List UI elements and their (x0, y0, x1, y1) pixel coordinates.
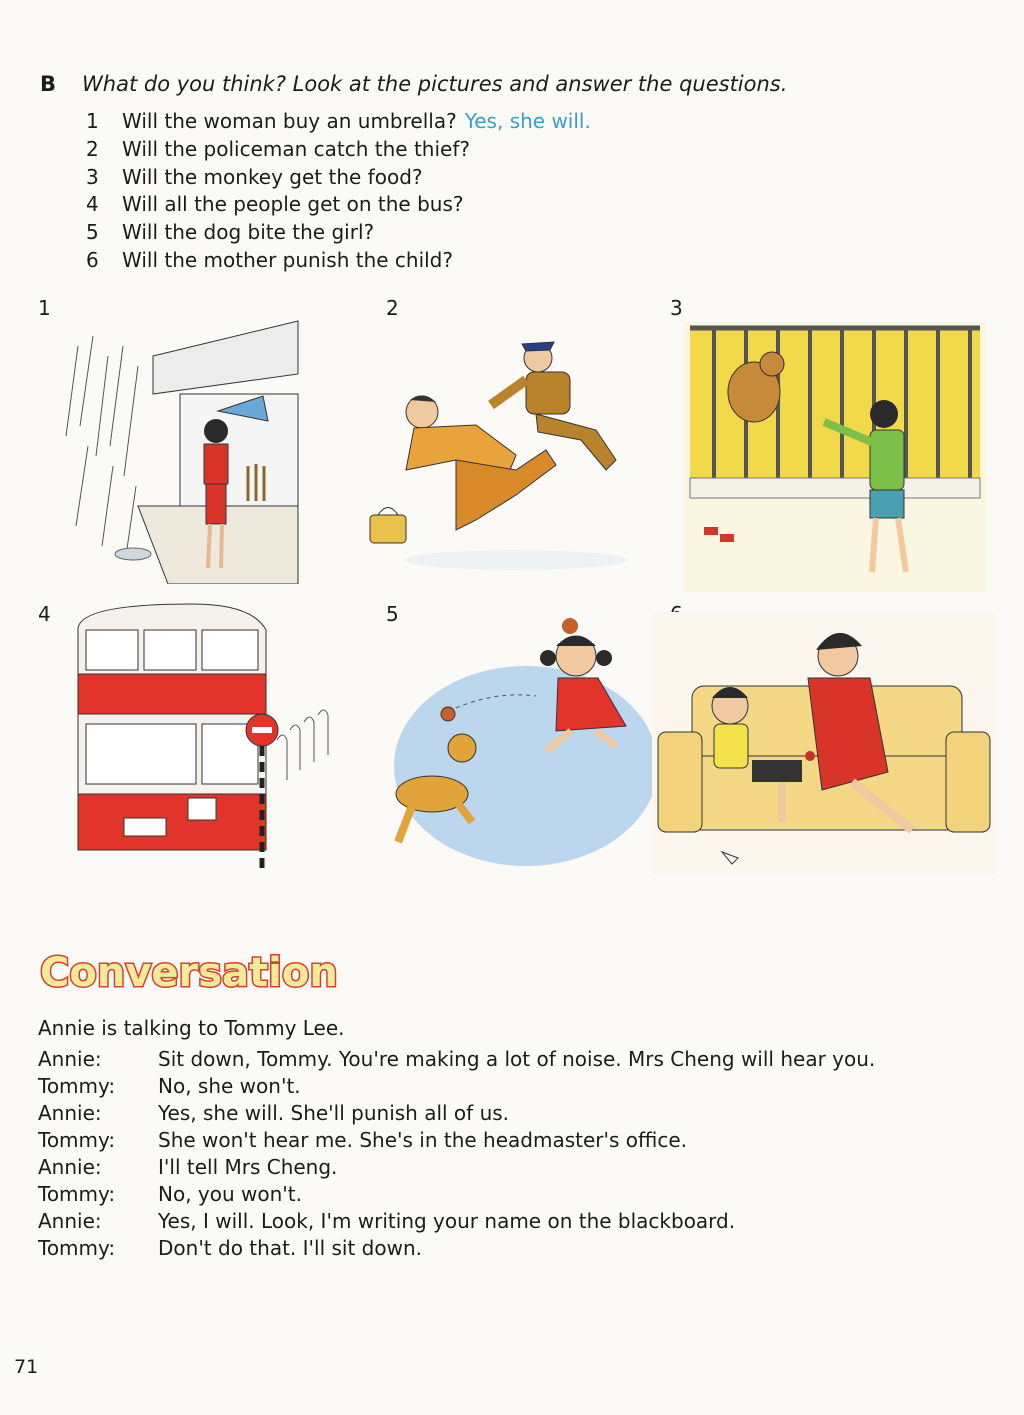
question-item (86, 136, 990, 164)
line-text: She won't hear me. She's in the headmaster's office. (158, 1128, 688, 1152)
sample-answer: Yes, she will. (464, 109, 591, 133)
conversation-title-text: Conversation (40, 950, 338, 996)
question-number: 1 (86, 109, 99, 133)
speaker: Tommy: (38, 1128, 116, 1152)
speaker: Tommy: (38, 1182, 116, 1206)
exercise-letter: B (40, 72, 57, 96)
picture-label-3: 3 (670, 296, 683, 320)
illustration-monkey-cage (684, 322, 986, 592)
line-text: I'll tell Mrs Cheng. (158, 1155, 338, 1179)
question-item (86, 164, 990, 192)
speaker: Tommy: (38, 1074, 116, 1098)
question-text: Will the woman buy an umbrella? (122, 109, 457, 133)
illustration-bus-queue (72, 600, 342, 872)
question-text: Will the monkey get the food? (122, 164, 423, 189)
dialogue-line (38, 1208, 998, 1235)
picture-label-2: 2 (386, 296, 399, 320)
illustration-mother-child-sofa (652, 612, 996, 874)
conversation-title (36, 948, 366, 1000)
question-number: 6 (86, 247, 99, 272)
dialogue-line (38, 1235, 998, 1262)
illustration-girl-dog (376, 616, 662, 878)
dialogue-line (38, 1154, 998, 1181)
line-text: Sit down, Tommy. You're making a lot of noise. Mrs Cheng will hear you. (158, 1047, 876, 1071)
line-text: No, she won't. (158, 1074, 301, 1098)
question-text: Will the mother punish the child? (122, 247, 453, 272)
picture-label-5: 5 (386, 602, 399, 626)
illustration-woman-umbrella-shop (58, 316, 306, 584)
speaker: Annie: (38, 1047, 102, 1071)
question-number: 4 (86, 192, 99, 217)
question-list (86, 108, 990, 275)
speaker: Tommy: (38, 1236, 116, 1260)
line-text: Don't do that. I'll sit down. (158, 1236, 422, 1260)
picture-label-4: 4 (38, 602, 51, 626)
exercise-instruction: What do you think? Look at the pictures and answer the questions. (82, 72, 788, 96)
line-text: No, you won't. (158, 1182, 302, 1206)
question-item (86, 191, 990, 219)
question-item (86, 108, 990, 136)
dialogue-line (38, 1100, 998, 1127)
question-text: Will all the people get on the bus? (122, 192, 464, 217)
dialogue-line (38, 1181, 998, 1208)
picture-label-1: 1 (38, 296, 51, 320)
line-text: Yes, she will. She'll punish all of us. (158, 1101, 510, 1125)
page-number: 71 (14, 1356, 39, 1378)
speaker: Annie: (38, 1101, 102, 1125)
question-text: Will the policeman catch the thief? (122, 136, 470, 161)
conversation-intro: Annie is talking to Tommy Lee. (38, 1016, 345, 1040)
dialogue-line (38, 1073, 998, 1100)
exercise-header (40, 72, 990, 96)
dialogue-line (38, 1046, 998, 1073)
dialogue-line (38, 1127, 998, 1154)
question-text: Will the dog bite the girl? (122, 220, 375, 245)
illustration-policeman-thief (366, 320, 656, 580)
exercise-b (40, 72, 990, 275)
speaker: Annie: (38, 1209, 102, 1233)
question-number: 2 (86, 136, 99, 161)
question-item (86, 219, 990, 247)
line-text: Yes, I will. Look, I'm writing your name on the blackboard. (158, 1209, 736, 1233)
dialogue (38, 1046, 998, 1262)
question-number: 5 (86, 220, 99, 245)
question-number: 3 (86, 164, 99, 189)
question-item (86, 247, 990, 275)
speaker: Annie: (38, 1155, 102, 1179)
